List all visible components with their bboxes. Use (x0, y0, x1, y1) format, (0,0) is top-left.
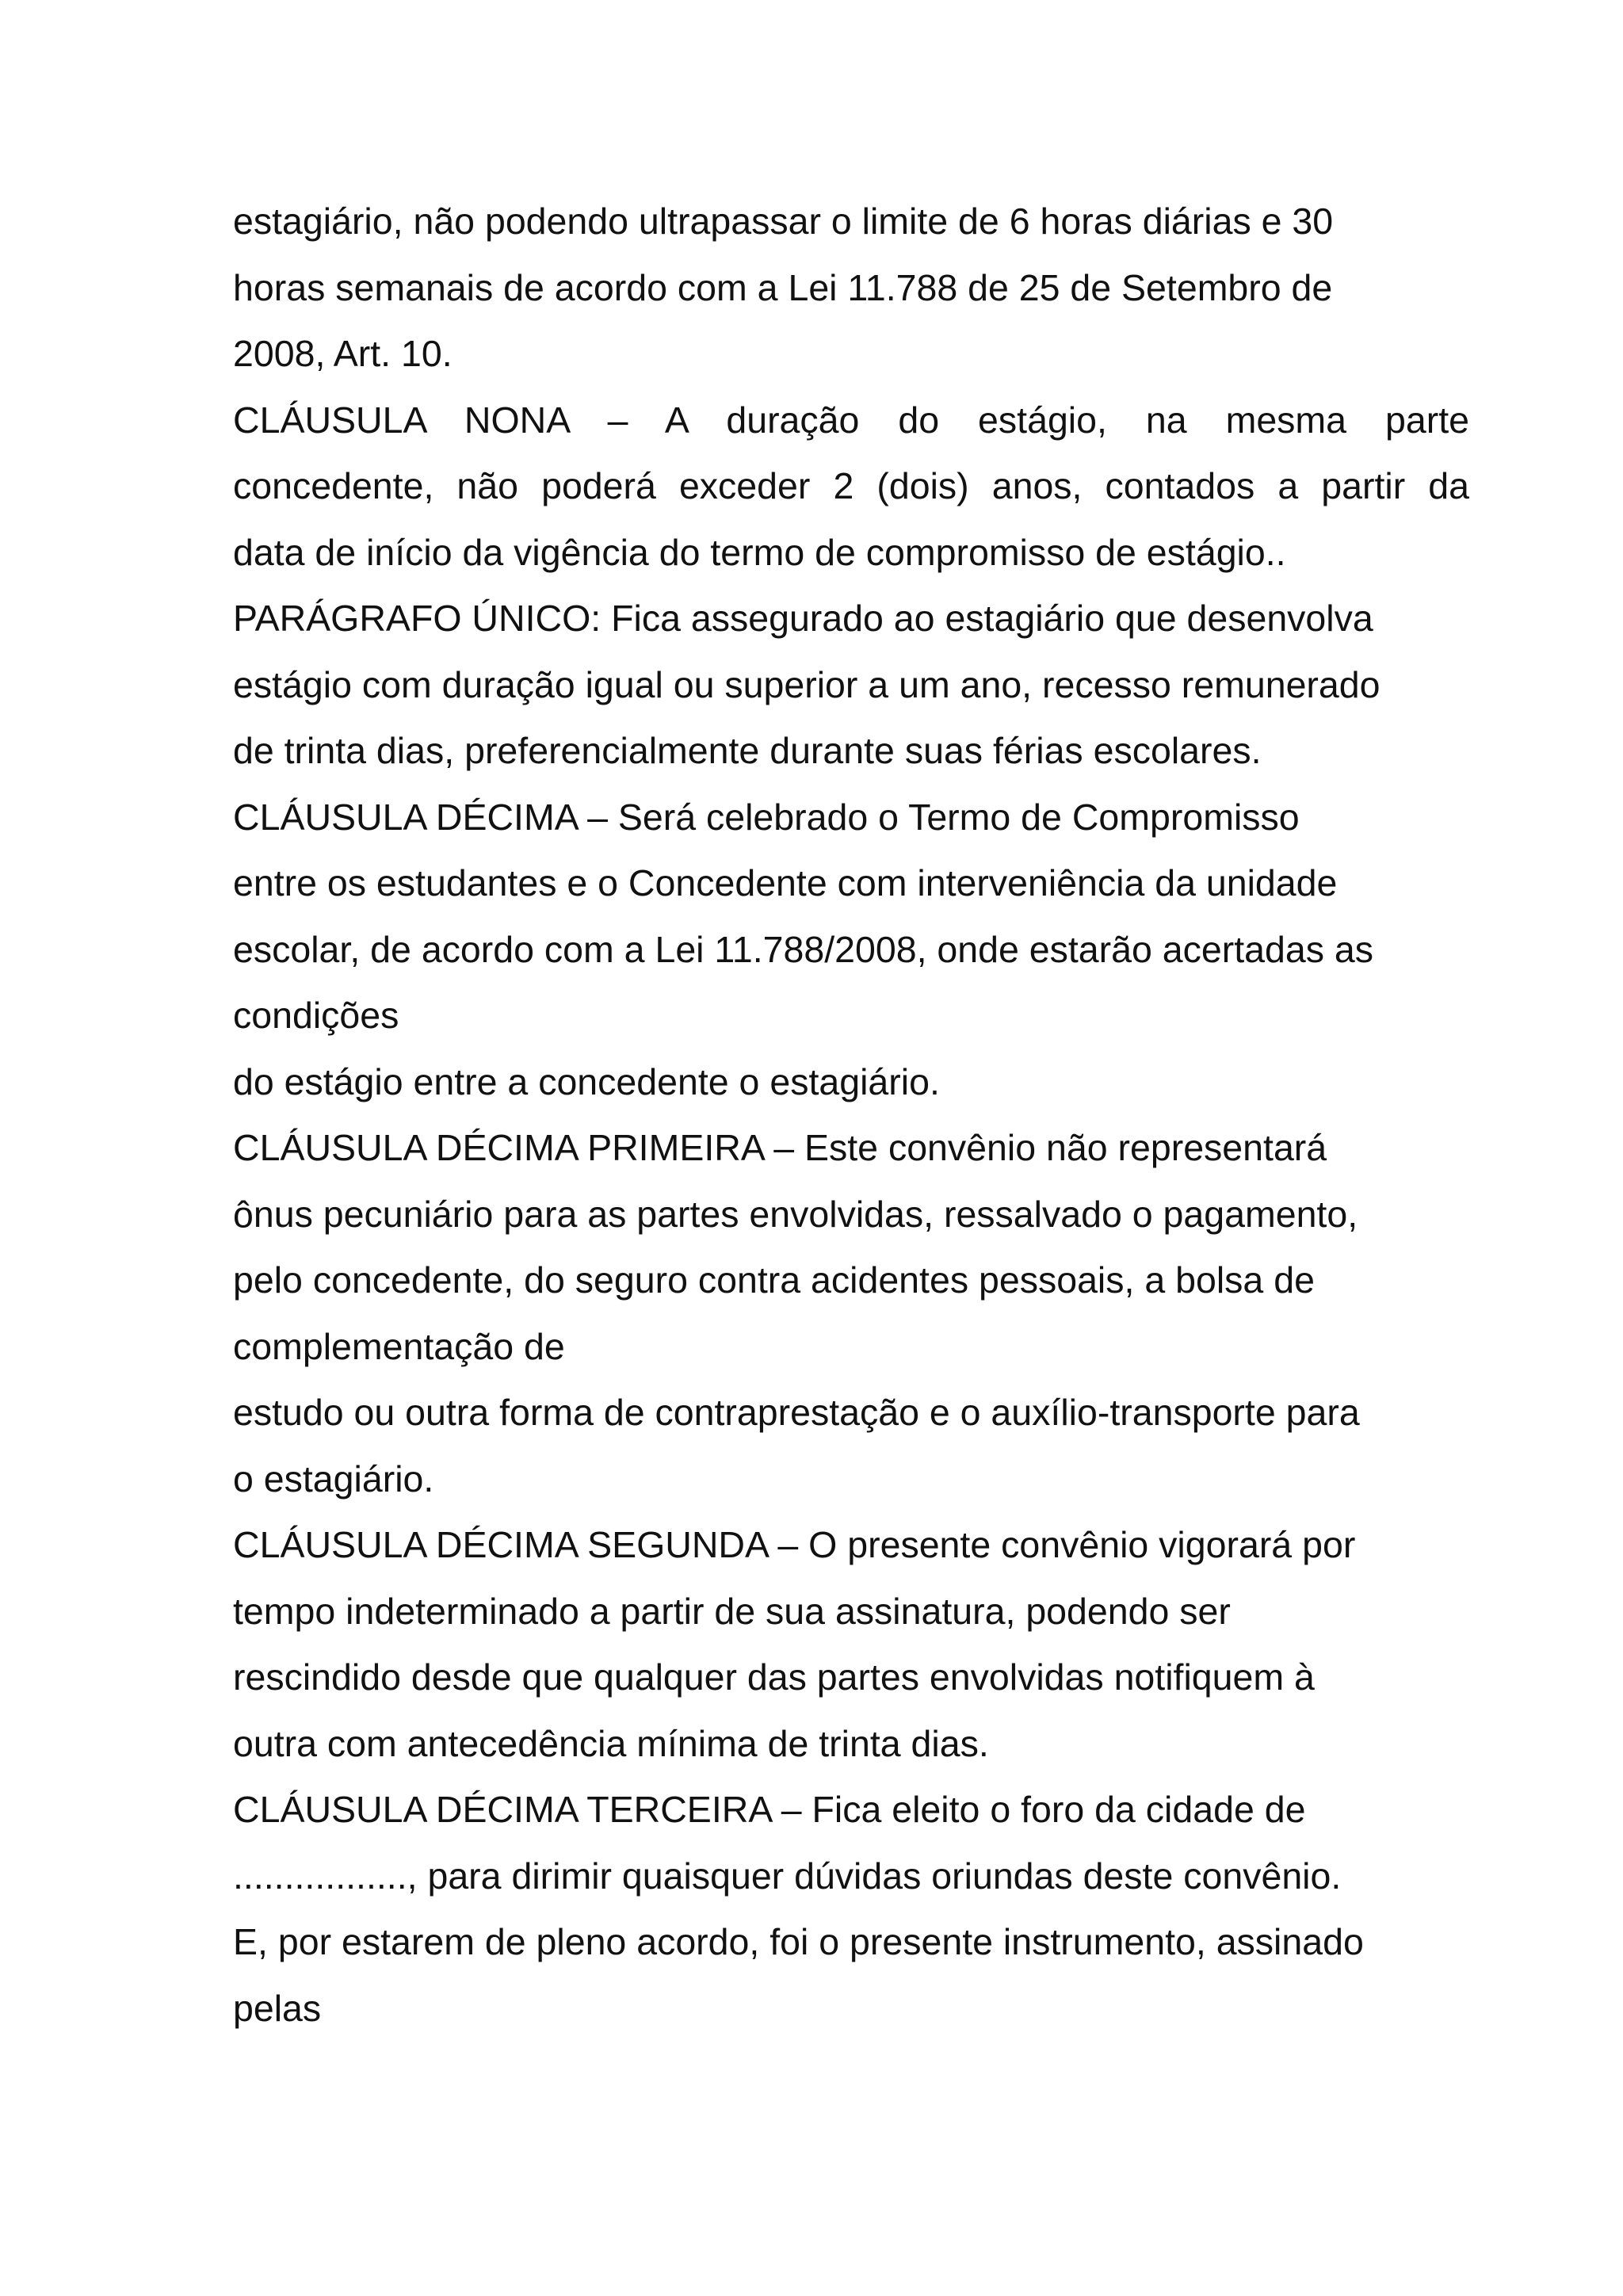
text-line: ônus pecuniário para as partes envolvidas, ressalvado o pagamento, (233, 1193, 1358, 1235)
text-line: entre os estudantes e o Concedente com interveniência da unidade (233, 862, 1338, 904)
text-line: do estágio entre a concedente o estagiário. (233, 1060, 940, 1102)
text-line: CLÁUSULA DÉCIMA PRIMEIRA – Este convênio não representará (233, 1127, 1327, 1168)
text-line: concedente, não poderá exceder 2 (dois) anos, contados a partir da (233, 465, 1469, 506)
text-line: E, por estarem de pleno acordo, foi o presente instrumento, assinado (233, 1921, 1364, 1962)
text-line: outra com antecedência mínima de trinta dias. (233, 1722, 989, 1764)
text-line: ................., para dirimir quaisquer dúvidas oriundas deste convênio. (233, 1855, 1342, 1897)
text-line: estágio com duração igual ou superior a um ano, recesso remunerado (233, 663, 1381, 705)
text-line: condições (233, 995, 399, 1036)
text-line: pelo concedente, do seguro contra acidentes pessoais, a bolsa de (233, 1259, 1315, 1301)
document-body-text (233, 189, 1469, 2042)
text-line: rescindido desde que qualquer das partes envolvidas notifiquem à (233, 1656, 1315, 1698)
text-line: PARÁGRAFO ÚNICO: Fica assegurado ao estagiário que desenvolva (233, 598, 1373, 639)
text-line: estagiário, não podendo ultrapassar o limite de 6 horas diárias e 30 (233, 201, 1334, 242)
text-line: complementação de (233, 1325, 565, 1367)
text-line: pelas (233, 1987, 322, 2029)
text-line: de trinta dias, preferencialmente durante suas férias escolares. (233, 730, 1262, 771)
text-line: CLÁUSULA DÉCIMA – Será celebrado o Termo de Compromisso (233, 796, 1300, 838)
text-line: o estagiário. (233, 1457, 434, 1499)
text-line: horas semanais de acordo com a Lei 11.788 de 25 de Setembro de (233, 266, 1333, 308)
text-line: CLÁUSULA DÉCIMA SEGUNDA – O presente convênio vigorará por (233, 1524, 1356, 1565)
text-line: data de início da vigência do termo de compromisso de estágio.. (233, 531, 1286, 573)
text-line: CLÁUSULA DÉCIMA TERCEIRA – Fica eleito o foro da cidade de (233, 1789, 1306, 1830)
text-line: escolar, de acordo com a Lei 11.788/2008, onde estarão acertadas as (233, 928, 1374, 970)
text-line: tempo indeterminado a partir de sua assinatura, podendo ser (233, 1590, 1231, 1632)
text-line: 2008, Art. 10. (233, 333, 453, 374)
text-line: CLÁUSULA NONA – A duração do estágio, na mesma parte (233, 399, 1469, 441)
text-line: estudo ou outra forma de contraprestação e o auxílio-transporte para (233, 1392, 1360, 1433)
